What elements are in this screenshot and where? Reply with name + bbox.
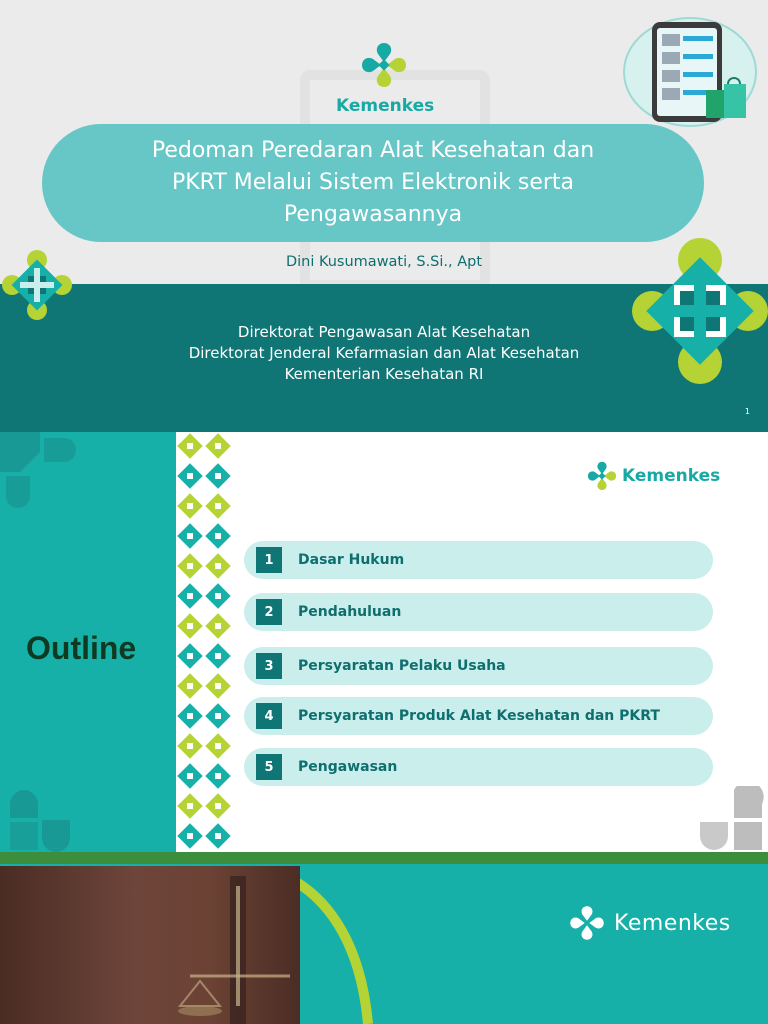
pattern-motif — [177, 523, 230, 548]
outline-item-dasar-hukum[interactable] — [244, 541, 713, 579]
kemenkes-logo-white — [568, 904, 731, 942]
author-name: Dini Kusumawati, S.Si., Apt — [285, 254, 483, 270]
slide-outline — [0, 432, 768, 852]
outline-item-label: Dasar Hukum — [298, 552, 405, 568]
logo-wordmark: Kemenkes — [614, 910, 731, 936]
pattern-motif — [177, 703, 230, 728]
justice-scale-photo — [0, 866, 300, 1024]
pattern-motif — [177, 673, 230, 698]
bottom-left-corner-motif — [0, 784, 80, 852]
kemenkes-flower-icon — [568, 904, 606, 942]
top-left-corner-motif — [0, 432, 80, 512]
org-line: Direktorat Jenderal Kefarmasian dan Alat Kesehatan — [188, 344, 580, 362]
title-line: Pengawasannya — [283, 202, 463, 227]
outline-pattern-strip — [176, 432, 232, 852]
logo-wordmark: Kemenkes — [336, 96, 435, 116]
outline-item-number: 4 — [256, 703, 282, 729]
org-line: Kementerian Kesehatan RI — [284, 365, 484, 383]
kemenkes-flower-icon — [586, 460, 618, 492]
pattern-motif — [177, 553, 230, 578]
kemenkes-logo-small — [586, 460, 720, 492]
page-number: 1 — [744, 407, 750, 416]
kemenkes-flower-icon — [359, 40, 409, 90]
pattern-motif — [177, 733, 230, 758]
presentation-title — [92, 135, 654, 231]
slide-legal-basis — [0, 852, 768, 1024]
pattern-motif — [177, 493, 230, 518]
outline-item-label: Persyaratan Produk Alat Kesehatan dan PKRT — [298, 708, 660, 724]
outline-item-label: Pengawasan — [298, 759, 398, 775]
pattern-motif — [177, 433, 230, 458]
pattern-motif — [177, 643, 230, 668]
outline-item-label: Pendahuluan — [298, 604, 402, 620]
scale-of-justice-icon — [0, 866, 300, 1024]
outline-item-persyaratan-produk[interactable] — [244, 697, 713, 735]
outline-item-persyaratan-pelaku-usaha[interactable] — [244, 647, 713, 685]
outline-item-pengawasan[interactable] — [244, 748, 713, 786]
outline-item-number: 5 — [256, 754, 282, 780]
right-flower-ornament — [632, 238, 768, 384]
green-top-strip — [0, 852, 768, 864]
batik-pattern — [176, 432, 232, 852]
outline-item-number: 3 — [256, 653, 282, 679]
left-flower-ornament — [2, 248, 72, 322]
pattern-motif — [177, 763, 230, 788]
kemenkes-logo — [336, 40, 435, 116]
logo-wordmark: Kemenkes — [622, 466, 721, 486]
title-line: PKRT Melalui Sistem Elektronik serta — [171, 170, 575, 195]
pattern-motif — [177, 823, 230, 848]
outline-item-pendahuluan[interactable] — [244, 593, 713, 631]
pattern-motif — [177, 793, 230, 818]
slide-title — [0, 0, 768, 432]
outline-item-number: 1 — [256, 547, 282, 573]
tablet-shopping-illustration — [622, 16, 758, 128]
bottom-right-corner-motif — [688, 786, 768, 852]
outline-heading: Outline — [26, 630, 137, 666]
pattern-motif — [177, 613, 230, 638]
pattern-motif — [177, 583, 230, 608]
title-banner — [42, 124, 704, 242]
outline-item-number: 2 — [256, 599, 282, 625]
outline-item-label: Persyaratan Pelaku Usaha — [298, 658, 506, 674]
pattern-motif — [177, 463, 230, 488]
org-line: Direktorat Pengawasan Alat Kesehatan — [237, 323, 531, 341]
title-line: Pedoman Peredaran Alat Kesehatan dan — [151, 138, 595, 163]
